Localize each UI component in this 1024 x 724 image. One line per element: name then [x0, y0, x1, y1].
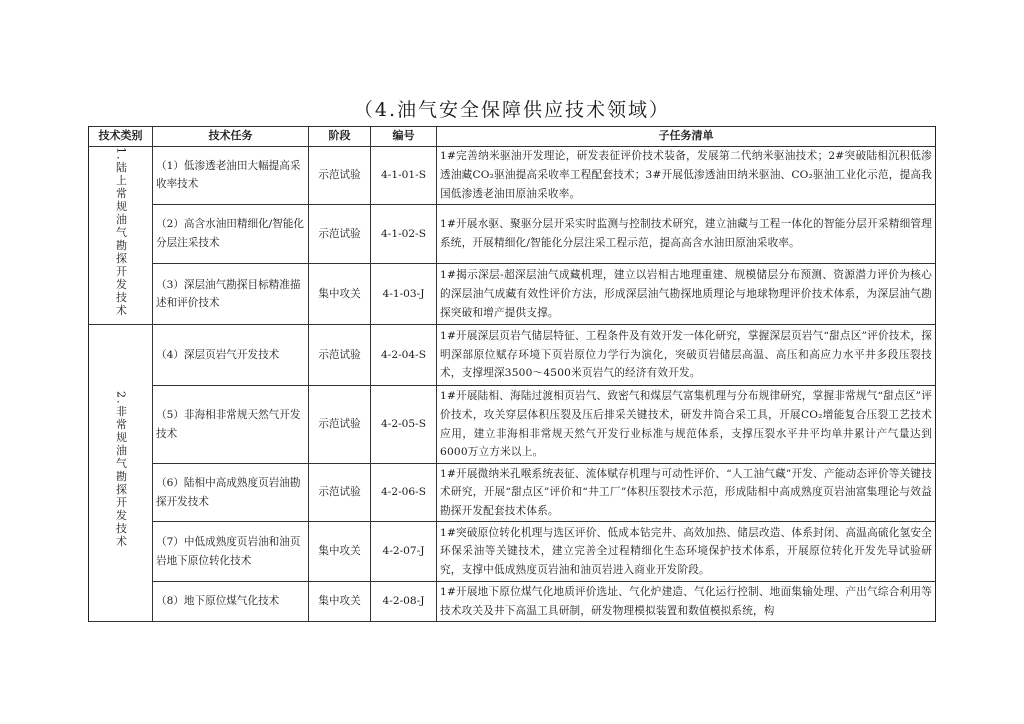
header-category: 技术类别: [89, 127, 153, 147]
task-cell: （8）地下原位煤气化技术: [153, 582, 309, 622]
task-cell: （1）低渗透老油田大幅提高采收率技术: [153, 147, 309, 205]
stage-cell: 集中攻关: [309, 522, 371, 582]
table-row: [89, 464, 936, 522]
stage-cell: 集中攻关: [309, 582, 371, 622]
task-cell: （6）陆相中高成熟度页岩油勘探开发技术: [153, 464, 309, 522]
stage-cell: 示范试验: [309, 204, 371, 264]
table-header-row: [89, 127, 936, 147]
code-cell: 4-2-08-J: [371, 582, 437, 622]
code-cell: 4-2-04-S: [371, 325, 437, 386]
task-cell: （3）深层油气勘探目标精准描述和评价技术: [153, 264, 309, 325]
header-stage: 阶段: [309, 127, 371, 147]
category-label: 1.陆上常规油气勘探开发技术: [114, 147, 128, 318]
code-cell: 4-1-03-J: [371, 264, 437, 325]
subtasks-cell: 1#开展微纳米孔喉系统表征、流体赋存机理与可动性评价、“人工油气藏”开发、产能动态评价等关键技术研究，开展“甜点区”评价和“井工厂”体积压裂技术示范，形成陆相中高成熟度页岩油富集理论与效益勘探开发配套技术体系。: [437, 464, 936, 522]
stage-cell: 示范试验: [309, 147, 371, 205]
subtasks-cell: 1#开展深层页岩气储层特征、工程条件及有效开发一体化研究，掌握深层页岩气“甜点区”评价技术，探明深部原位赋存环境下页岩原位力学行为演化，突破页岩储层高温、高压和高应力水平井多段压裂技术，支撑埋深3500～4500米页岩气的经济有效开发。: [437, 325, 936, 386]
subtasks-cell: 1#揭示深层-超深层油气成藏机理，建立以岩相古地理重建、规模储层分布预测、资源潜力评价为核心的深层油气成藏有效性评价方法，形成深层油气勘探地质理论与地球物理评价技术体系，为深层油气勘探突破和增产提供支撑。: [437, 264, 936, 325]
code-cell: 4-2-07-J: [371, 522, 437, 582]
code-cell: 4-1-01-S: [371, 147, 437, 205]
page-title: （4.油气安全保障供应技术领域）: [353, 99, 671, 121]
category-label: 2.非常规油气勘探开发技术: [114, 391, 128, 549]
code-cell: 4-2-05-S: [371, 386, 437, 464]
header-task: 技术任务: [153, 127, 309, 147]
tech-task-table: [88, 126, 936, 622]
task-cell: （7）中低成熟度页岩油和油页岩地下原位转化技术: [153, 522, 309, 582]
subtasks-cell: 1#完善纳米驱油开发理论，研发表征评价技术装备，发展第二代纳米驱油技术；2#突破陆相沉积低渗透油藏CO₂驱油提高采收率工程配套技术；3#开展低渗透油田纳米驱油、CO₂驱油工业化示范，提高我国低渗透老油田原油采收率。: [437, 147, 936, 205]
subtasks-cell: 1#开展陆相、海陆过渡相页岩气、致密气和煤层气富集机理与分布规律研究，掌握非常规气“甜点区”评价技术，攻关穿层体积压裂及压后排采关键技术，研发井筒合采工具，开展CO₂增能复合压裂工艺技术应用，建立非海相非常规天然气开发行业标准与规范体系，支撑压裂水平井平均单井累计产气量达到6000万立方米以上。: [437, 386, 936, 464]
code-cell: 4-2-06-S: [371, 464, 437, 522]
header-code: 编号: [371, 127, 437, 147]
category-cell: [89, 147, 153, 325]
subtasks-cell: 1#突破原位转化机理与选区评价、低成本钻完井、高效加热、储层改造、体系封闭、高温高硫化氢安全环保采油等关键技术，建立完善全过程精细化生态环境保护技术体系，开展原位转化开发先导试验研究，支撑中低成熟度页岩油和油页岩进入商业开发阶段。: [437, 522, 936, 582]
subtasks-cell: 1#开展水驱、聚驱分层开采实时监测与控制技术研究，建立油藏与工程一体化的智能分层开采精细管理系统，开展精细化/智能化分层注采工程示范，提高高含水油田原油采收率。: [437, 204, 936, 264]
task-cell: （5）非海相非常规天然气开发技术: [153, 386, 309, 464]
category-cell: [89, 325, 153, 622]
code-cell: 4-1-02-S: [371, 204, 437, 264]
table-row: [89, 264, 936, 325]
stage-cell: 集中攻关: [309, 264, 371, 325]
subtasks-cell: 1#开展地下原位煤气化地质评价选址、气化炉建造、气化运行控制、地面集输处理、产出气综合利用等技术攻关及井下高温工具研制，研发物理模拟装置和数值模拟系统，构: [437, 582, 936, 622]
stage-cell: 示范试验: [309, 386, 371, 464]
header-subtasks: 子任务清单: [437, 127, 936, 147]
stage-cell: 示范试验: [309, 464, 371, 522]
task-cell: （4）深层页岩气开发技术: [153, 325, 309, 386]
table-row: [89, 325, 936, 386]
table-row: [89, 204, 936, 264]
table-row: [89, 147, 936, 205]
stage-cell: 示范试验: [309, 325, 371, 386]
table-row: [89, 582, 936, 622]
task-cell: （2）高含水油田精细化/智能化分层注采技术: [153, 204, 309, 264]
table-row: [89, 522, 936, 582]
table-row: [89, 386, 936, 464]
